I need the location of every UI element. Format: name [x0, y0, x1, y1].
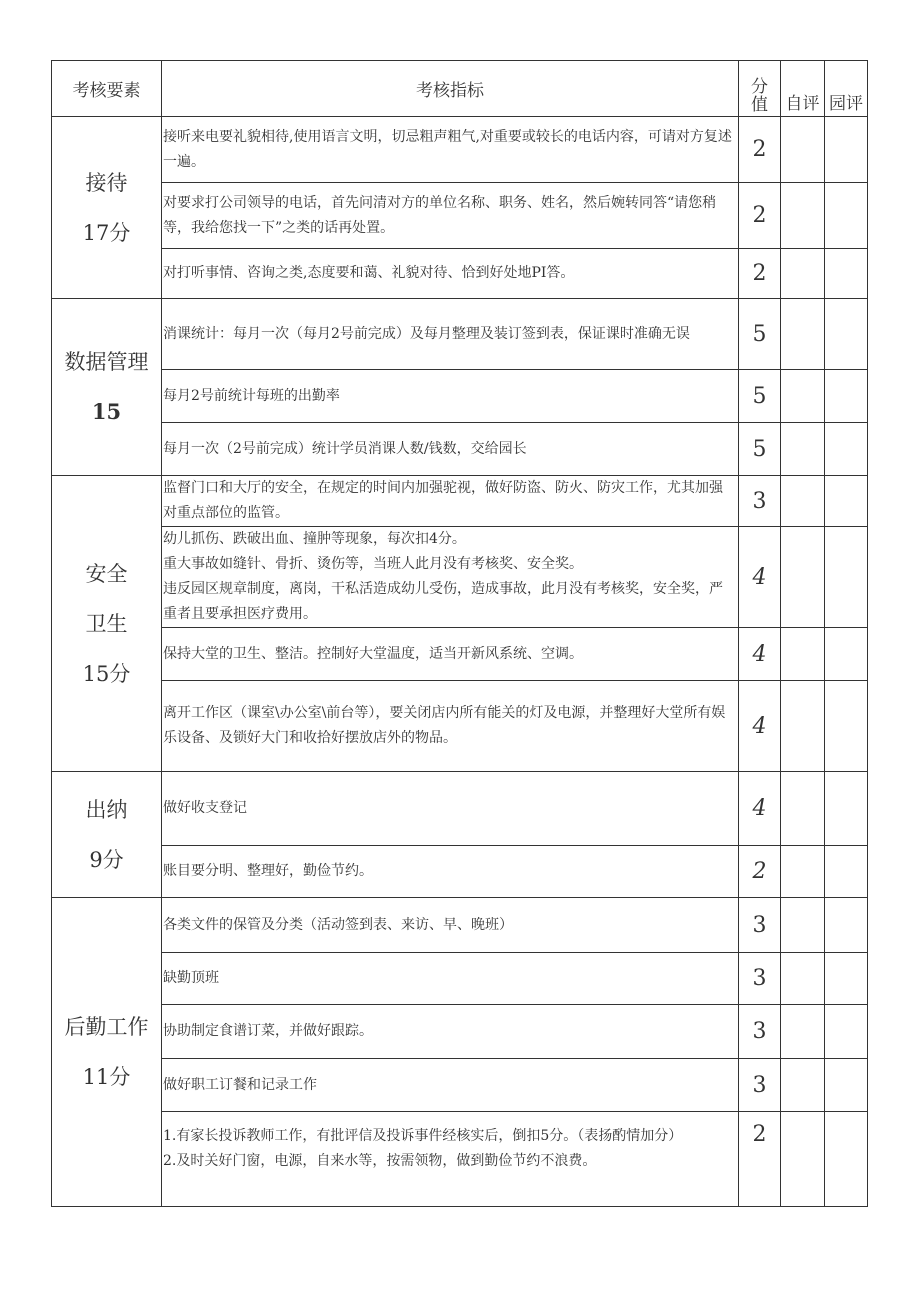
category-logistics — [52, 898, 162, 1207]
indicator-cell — [162, 846, 739, 898]
table-row — [52, 1059, 868, 1112]
self-eval-cell[interactable] — [781, 370, 825, 423]
self-eval-cell[interactable] — [781, 423, 825, 476]
indicator-text: 保持大堂的卫生、整洁。控制好大堂温度，适当开新风系统、空调。 — [163, 645, 583, 662]
score-cell: 5 — [739, 370, 781, 423]
score-cell: 3 — [739, 898, 781, 953]
score-cell: 3 — [739, 1005, 781, 1059]
indicator-text: 对打听事情、咨询之类,态度要和蔼、礼貌对待、恰到好处地PI答。 — [163, 265, 575, 281]
indicator-text: 消课统计：每月一次（每月2号前完成）及每月整理及装订签到表，保证课时准确无误 — [163, 325, 690, 342]
table-row — [52, 681, 868, 772]
indicator-cell — [162, 1112, 739, 1207]
score-cell: 4 — [739, 772, 781, 846]
score-cell: 2 — [739, 117, 781, 183]
table-row — [52, 249, 868, 299]
self-eval-cell[interactable] — [781, 183, 825, 249]
self-eval-cell[interactable] — [781, 953, 825, 1005]
self-eval-cell[interactable] — [781, 117, 825, 183]
score-cell: 3 — [739, 1059, 781, 1112]
score-cell: 5 — [739, 299, 781, 370]
self-eval-cell[interactable] — [781, 527, 825, 628]
indicator-text: 缺勤顶班 — [163, 970, 219, 986]
score-cell: 5 — [739, 423, 781, 476]
park-eval-cell[interactable] — [825, 898, 868, 953]
park-eval-cell[interactable] — [825, 681, 868, 772]
indicator-cell — [162, 1005, 739, 1059]
indicator-text: 接听来电要礼貌相待,使用语言文明，切忌粗声粗气,对重要或较长的电话内容，可请对方复述一遍。 — [163, 128, 732, 170]
indicator-cell — [162, 681, 739, 772]
table-row — [52, 772, 868, 846]
category-points: 11分 — [82, 1065, 131, 1089]
score-cell: 2 — [739, 1112, 781, 1207]
header-row — [52, 61, 868, 117]
table-row — [52, 1112, 868, 1207]
indicator-cell — [162, 423, 739, 476]
category-name: 后勤工作 — [64, 1015, 149, 1039]
table-row — [52, 423, 868, 476]
table-row — [52, 953, 868, 1005]
park-eval-cell[interactable] — [825, 299, 868, 370]
indicator-text: 做好职工订餐和记录工作 — [163, 1076, 317, 1093]
indicator-cell — [162, 898, 739, 953]
park-eval-cell[interactable] — [825, 1112, 868, 1207]
indicator-text: 对要求打公司领导的电话，首先问清对方的单位名称、职务、姓名，然后婉转同答“请您稍等，我给您找一下”之类的话再处置。 — [163, 194, 717, 236]
assessment-sheet — [51, 60, 867, 1207]
category-points: 15 — [91, 399, 122, 424]
indicator-cell — [162, 953, 739, 1005]
category-points: 15分 — [82, 661, 131, 686]
indicator-text: 账目要分明、整理好，勤俭节约。 — [163, 863, 373, 879]
table-row — [52, 1005, 868, 1059]
park-eval-cell[interactable] — [825, 370, 868, 423]
indicator-text: 每月2号前统计每班的出勤率 — [163, 387, 340, 404]
table-row — [52, 117, 868, 183]
indicator-cell — [162, 299, 739, 370]
indicator-text: 做好收支登记 — [163, 800, 247, 816]
indicator-cell — [162, 628, 739, 681]
header-score — [739, 61, 781, 117]
park-eval-cell[interactable] — [825, 117, 868, 183]
indicator-cell — [162, 527, 739, 628]
table-row — [52, 183, 868, 249]
indicator-cell — [162, 117, 739, 183]
score-cell: 2 — [739, 846, 781, 898]
score-cell: 4 — [739, 527, 781, 628]
category-name-line1: 安全 — [85, 561, 128, 586]
table-row — [52, 299, 868, 370]
indicator-cell — [162, 476, 739, 527]
indicator-text: 每月一次（2号前完成）统计学员消课人数/钱数，交给园长 — [163, 440, 527, 457]
category-data-management — [52, 299, 162, 476]
park-eval-cell[interactable] — [825, 423, 868, 476]
indicator-text: 幼儿抓伤、跌破出血、撞肿等现象，每次扣4分。 — [163, 531, 466, 547]
header-self-eval: 自评 — [781, 61, 825, 117]
table-row — [52, 898, 868, 953]
category-cashier — [52, 772, 162, 898]
indicator-text: 监督门口和大厅的安全，在规定的时间内加强驼视，做好防盗、防火、防灾工作，尤其加强对重点部位的监管。 — [163, 480, 723, 521]
park-eval-cell[interactable] — [825, 1005, 868, 1059]
self-eval-cell[interactable] — [781, 1112, 825, 1207]
category-name: 接待 — [85, 170, 128, 195]
indicator-cell — [162, 183, 739, 249]
indicator-text: 各类文件的保管及分类（活动签到表、来访、早、晚班） — [163, 916, 513, 933]
self-eval-cell[interactable] — [781, 476, 825, 527]
score-cell: 3 — [739, 476, 781, 527]
self-eval-cell[interactable] — [781, 846, 825, 898]
park-eval-cell[interactable] — [825, 846, 868, 898]
park-eval-cell[interactable] — [825, 183, 868, 249]
table-row — [52, 846, 868, 898]
self-eval-cell[interactable] — [781, 249, 825, 299]
indicator-text: 协助制定食谱订菜，并做好跟踪。 — [163, 1023, 373, 1039]
table-row — [52, 527, 868, 628]
score-cell: 4 — [739, 628, 781, 681]
score-cell: 4 — [739, 681, 781, 772]
header-score-line2: 值 — [751, 95, 768, 115]
category-name-line2: 卫生 — [85, 611, 128, 636]
park-eval-cell[interactable] — [825, 628, 868, 681]
indicator-text: 离开工作区（课室\办公室\前台等），要关闭店内所有能关的灯及电源，并整理好大堂所有娱乐设备、及锁好大门和收拾好摆放店外的物品。 — [163, 705, 726, 746]
table-row — [52, 628, 868, 681]
self-eval-cell[interactable] — [781, 299, 825, 370]
category-name: 出纳 — [85, 797, 128, 822]
indicator-text: 违反园区规章制度，离岗，干私活造成幼儿受伤，造成事故，此月没有考核奖，安全奖，严重者且要承担医疗费用。 — [163, 581, 723, 622]
header-indicator: 考核指标 — [162, 61, 739, 117]
header-park-eval: 园评 — [825, 61, 868, 117]
category-points: 17分 — [82, 220, 131, 245]
category-safety-hygiene — [52, 476, 162, 772]
header-score-line1: 分 — [751, 77, 768, 97]
park-eval-cell[interactable] — [825, 527, 868, 628]
category-name: 数据管理 — [64, 350, 149, 374]
table-row — [52, 476, 868, 527]
indicator-cell — [162, 772, 739, 846]
park-eval-cell[interactable] — [825, 772, 868, 846]
self-eval-cell[interactable] — [781, 1005, 825, 1059]
self-eval-cell[interactable] — [781, 681, 825, 772]
park-eval-cell[interactable] — [825, 476, 868, 527]
indicator-text: 重大事故如缝针、骨折、烫伤等，当班人此月没有考核奖、安全奖。 — [163, 556, 583, 572]
score-cell: 2 — [739, 183, 781, 249]
self-eval-cell[interactable] — [781, 1059, 825, 1112]
indicator-cell — [162, 249, 739, 299]
score-cell: 3 — [739, 953, 781, 1005]
park-eval-cell[interactable] — [825, 1059, 868, 1112]
indicator-cell — [162, 1059, 739, 1112]
park-eval-cell[interactable] — [825, 953, 868, 1005]
table-row — [52, 370, 868, 423]
self-eval-cell[interactable] — [781, 628, 825, 681]
category-reception — [52, 117, 162, 299]
indicator-text: 1.有家长投诉教师工作，有批评信及投诉事件经核实后，倒扣5分。（表扬酌情加分） — [163, 1128, 683, 1144]
category-points: 9分 — [89, 847, 124, 872]
indicator-cell — [162, 370, 739, 423]
indicator-text: 2.及时关好门窗，电源，自来水等，按需领物，做到勤俭节约不浪费。 — [163, 1153, 597, 1169]
assessment-table — [51, 60, 868, 1207]
header-category: 考核要素 — [52, 61, 162, 117]
self-eval-cell[interactable] — [781, 898, 825, 953]
park-eval-cell[interactable] — [825, 249, 868, 299]
score-cell: 2 — [739, 249, 781, 299]
self-eval-cell[interactable] — [781, 772, 825, 846]
